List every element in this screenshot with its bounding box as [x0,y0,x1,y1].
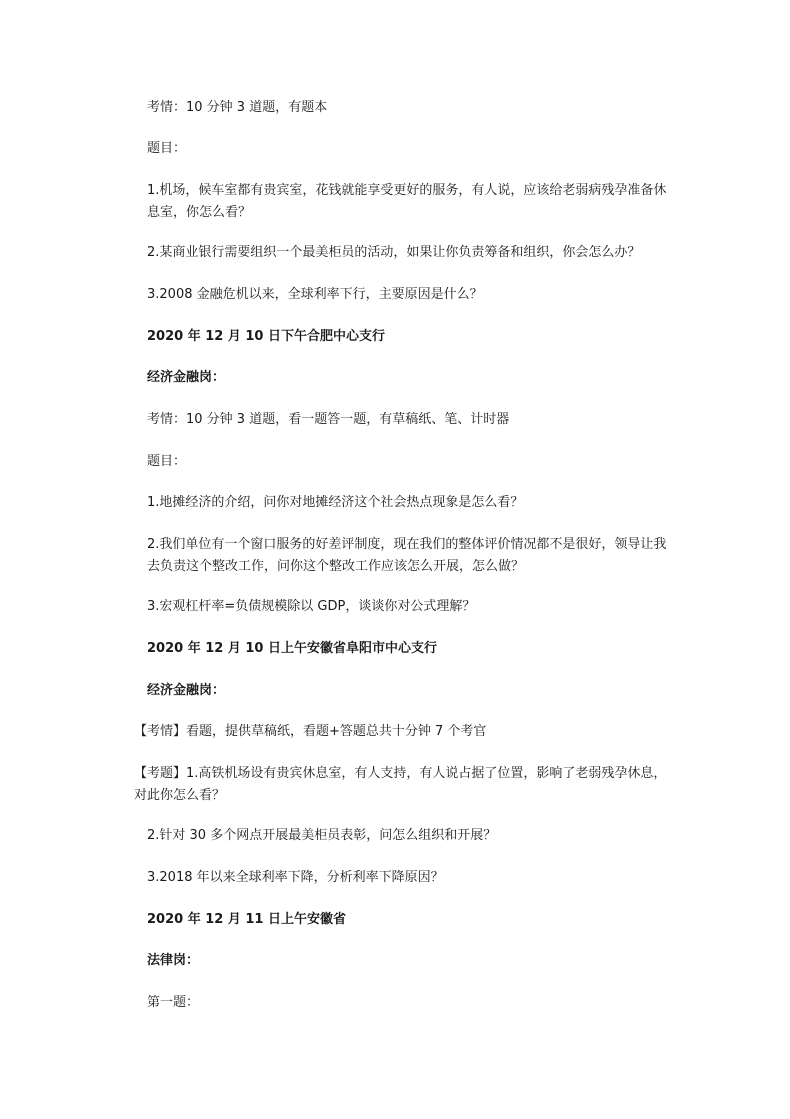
question-4-heading: 第一题： [147,995,200,1010]
position-heading-1: 经济金融岗： [147,370,226,385]
exam-info-2: 考情：10 分钟 3 道题，看一题答一题，有草稿纸、笔、计时器 [147,412,510,427]
questions-heading-2: 题目： [147,454,187,469]
section-heading-hefei: 2020 年 12 月 10 日下午合肥中心支行 [147,329,385,344]
section-heading-anhui: 2020 年 12 月 11 日上午安徽省 [147,912,346,927]
question-3-3: 3.2018 年以来全球利率下降，分析利率下降原因？ [147,870,444,885]
questions-heading-1: 题目： [147,141,187,156]
question-2-3: 3.宏观杠杆率=负债规模除以 GDP，谈谈你对公式理解？ [147,599,476,614]
exam-info-3: 【考情】看题，提供草稿纸，看题+答题总共十分钟 7 个考官 [134,724,487,739]
question-1-2: 2.某商业银行需要组织一个最美柜员的活动，如果让你负责筹备和组织，你会怎么办？ [147,245,641,260]
exam-info-1: 考情：10 分钟 3 道题，有题本 [147,100,328,115]
question-3-2: 2.针对 30 多个网点开展最美柜员表彰，问怎么组织和开展？ [147,828,497,843]
position-heading-2: 经济金融岗： [147,683,226,698]
question-1-1: 1.机场，候车室都有贵宾室，花钱就能享受更好的服务，有人说，应该给老弱病残孕准备休息室，你怎么看？ [147,183,667,220]
question-2-1: 1.地摊经济的介绍，问你对地摊经济这个社会热点现象是怎么看？ [147,495,524,510]
question-1-3: 3.2008 金融危机以来，全球利率下行，主要原因是什么？ [147,287,483,302]
question-2-2: 2.我们单位有一个窗口服务的好差评制度，现在我们的整体评价情况都不是很好，领导让我去负责这个整改工作，问你这个整改工作应该怎么开展，怎么做？ [147,537,667,574]
section-heading-fuyang: 2020 年 12 月 10 日上午安徽省阜阳市中心支行 [147,641,437,656]
position-heading-3: 法律岗： [147,953,200,968]
question-3-1: 【考题】1.高铁机场设有贵宾休息室，有人支持，有人说占据了位置，影响了老弱残孕休息，对此你怎么看？ [134,766,667,803]
